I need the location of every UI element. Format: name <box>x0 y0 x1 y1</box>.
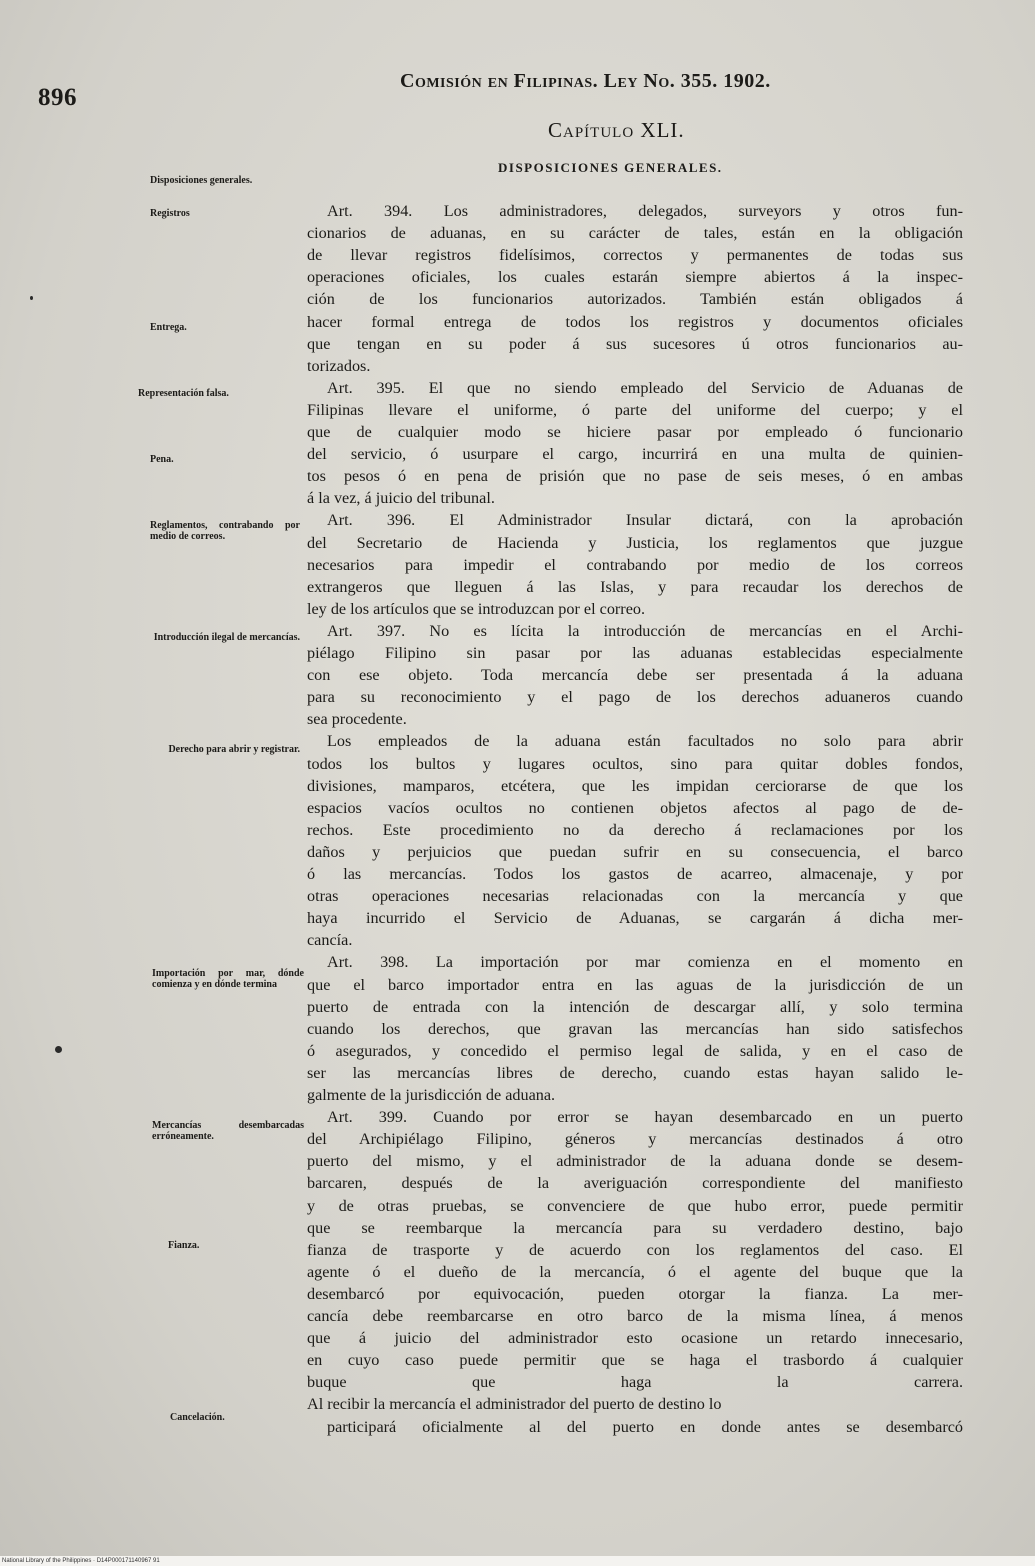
text-line: todos los bultos y lugares ocultos, sino para quitar dobles fondos, <box>307 754 963 773</box>
text-line: ó las mercancías. Todos los gastos de acarreo, almacenaje, y por <box>307 865 963 883</box>
text-line: ley de los artículos que se introduzcan por el correo. <box>307 599 646 618</box>
text-line: puerto del mismo, y el administrador de la aduana donde se desem- <box>307 1152 963 1171</box>
margin-note-derecho: Derecho para abrir y registrar. <box>168 744 300 755</box>
text-line: torizados. <box>307 356 371 375</box>
running-head: Comisión en Filipinas. Ley No. 355. 1902. <box>400 70 771 92</box>
text-line: Al recibir la mercancía el administrador del puerto de destino lo <box>307 1395 722 1414</box>
text-line: barcaren, después de la averiguación correspondiente del manifiesto <box>307 1174 963 1193</box>
scan-speck <box>55 1046 62 1053</box>
text-line: piélago Filipino sin pasar por las aduanas establecidas especialmente <box>307 644 963 662</box>
text-line: á la vez, á juicio del tribunal. <box>307 489 495 508</box>
text-line: con ese objeto. Toda mercancía debe ser presentada á la aduana <box>307 666 963 685</box>
text-line: Art. 399. Cuando por error se hayan desembarcado en un puerto <box>327 1108 963 1127</box>
text-line: fianza de trasporte y de acuerdo con los reglamentos del caso. El <box>307 1240 963 1259</box>
text-line: cuando los derechos, que gravan las mercancías han sido satisfechos <box>307 1019 963 1038</box>
text-line: cancía debe reembarcarse en otro barco de la misma línea, á menos <box>307 1307 963 1325</box>
text-line: y de otras pruebas, se convenciere de que hubo error, puede permitir <box>307 1196 963 1215</box>
text-line: Art. 396. El Administrador Insular dictará, con la aprobación <box>327 511 963 530</box>
text-line: daños y perjuicios que puedan sufrir en su consecuencia, el barco <box>307 842 963 861</box>
text-line: desembarcó por equivocación, pueden otorgar la fianza. La mer- <box>307 1284 963 1303</box>
text-line: Art. 397. No es lícita la introducción de mercancías en el Archi- <box>327 621 963 640</box>
text-line: del servicio, ó usurpare el cargo, incurrirá en una multa de quinien- <box>307 445 963 464</box>
margin-note-pena: Pena. <box>150 454 174 465</box>
text-line: otras operaciones necesarias relacionadas con la mercancía y que <box>307 887 963 906</box>
text-line: participará oficialmente al del puerto en donde antes se desembarcó <box>327 1417 963 1436</box>
text-line: agente ó el dueño de la mercancía, ó el agente del buque que la <box>307 1262 963 1281</box>
text-line: sea procedente. <box>307 710 407 729</box>
text-line: ó asegurados, y concedido el permiso legal de salida, y en el caso de <box>307 1041 963 1060</box>
margin-note-cancelacion: Cancelación. <box>170 1412 225 1423</box>
text-line: puerto de entrada con la intención de descargar allí, y solo termina <box>307 997 963 1016</box>
scan-footer: National Library of the Philippines · D14P000171140967 91 <box>0 1556 1035 1566</box>
text-line: Art. 395. El que no siendo empleado del Servicio de Aduanas de <box>327 378 963 397</box>
margin-note-registros: Registros <box>150 208 190 219</box>
text-line: que se reembarque la mercancía para su verdadero destino, bajo <box>307 1218 963 1237</box>
text-line: divisiones, mamparos, etcétera, que les impidan cerciorarse de que los <box>307 776 963 795</box>
margin-note-reglamentos: Reglamentos, contrabando por medio de correos. <box>150 520 300 542</box>
margin-note-mercancias: Mercancías desembarcadas erróneamente. <box>152 1120 304 1142</box>
margin-note-introduccion: Introducción ilegal de mercancías. <box>153 632 300 643</box>
scan-speck <box>30 296 33 300</box>
text-line: espacios vacíos ocultos no contienen objetos afectos al pago de de- <box>307 798 963 817</box>
text-line: ser las mercancías libres de derecho, cuando estas hayan salido le- <box>307 1063 963 1082</box>
text-line: extrangeros que lleguen á las Islas, y para recaudar los derechos de <box>307 577 963 596</box>
text-line: que á juicio del administrador esto ocasione un retardo innecesario, <box>307 1329 963 1348</box>
text-line: rechos. Este procedimiento no da derecho á reclamaciones por los <box>307 820 963 839</box>
chapter-title: Capítulo XLI. <box>548 118 685 142</box>
text-line: tos pesos ó en pena de prisión que no pase de seis meses, ó en ambas <box>307 467 963 486</box>
text-line: que tengan en su poder á sus sucesores ú otros funcionarios au- <box>307 334 963 353</box>
text-line: Art. 398. La importación por mar comienza en el momento en <box>327 953 963 972</box>
text-line: que de cualquier modo se hiciere pasar por empleado ó funcionario <box>307 423 963 441</box>
section-title: DISPOSICIONES GENERALES. <box>498 160 723 175</box>
text-line: cionarios de aduanas, en su carácter de tales, están en la obligación <box>307 224 963 243</box>
text-line: para su reconocimiento y el pago de los derechos aduaneros cuando <box>307 688 963 707</box>
page-number: 896 <box>38 84 77 111</box>
text-line: del Secretario de Hacienda y Justicia, los reglamentos que juzgue <box>307 533 963 552</box>
text-line: cancía. <box>307 931 353 950</box>
text-line: operaciones oficiales, los cuales estarán siempre abiertos á la inspec- <box>307 268 963 287</box>
text-line: Art. 394. Los administradores, delegados, surveyors y otros fun- <box>327 202 963 220</box>
text-line: hacer formal entrega de todos los registros y documentos oficiales <box>307 312 963 331</box>
margin-note-importacion: Importación por mar, dónde comienza y en dónde termina <box>152 968 304 990</box>
margin-note-entrega: Entrega. <box>150 322 187 333</box>
text-line: Filipinas llevare el uniforme, ó parte del uniforme del cuerpo; y el <box>307 400 963 419</box>
text-line: galmente de la jurisdicción de aduana. <box>307 1086 556 1104</box>
text-line: en cuyo caso puede permitir que se haga el trasbordo á cualquier <box>307 1351 963 1370</box>
text-line: buque que haga la carrera. <box>307 1373 963 1392</box>
text-line: Los empleados de la aduana están facultados no solo para abrir <box>327 732 963 751</box>
text-line: ción de los funcionarios autorizados. También están obligados á <box>307 290 963 309</box>
margin-note-disposiciones: Disposiciones generales. <box>150 175 253 186</box>
text-line: del Archipiélago Filipino, géneros y mercancías destinados á otro <box>307 1130 963 1149</box>
text-line: haya incurrido el Servicio de Aduanas, se cargarán á dicha mer- <box>307 909 963 928</box>
margin-note-representacion: Representación falsa. <box>138 388 229 399</box>
margin-note-fianza: Fianza. <box>168 1240 200 1251</box>
text-line: necesarios para impedir el contrabando por medio de los correos <box>307 555 963 574</box>
text-line: que el barco importador entra en las aguas de la jurisdicción de un <box>307 975 963 994</box>
text-line: de llevar registros fidelísimos, correctos y permanentes de todas sus <box>307 246 963 265</box>
